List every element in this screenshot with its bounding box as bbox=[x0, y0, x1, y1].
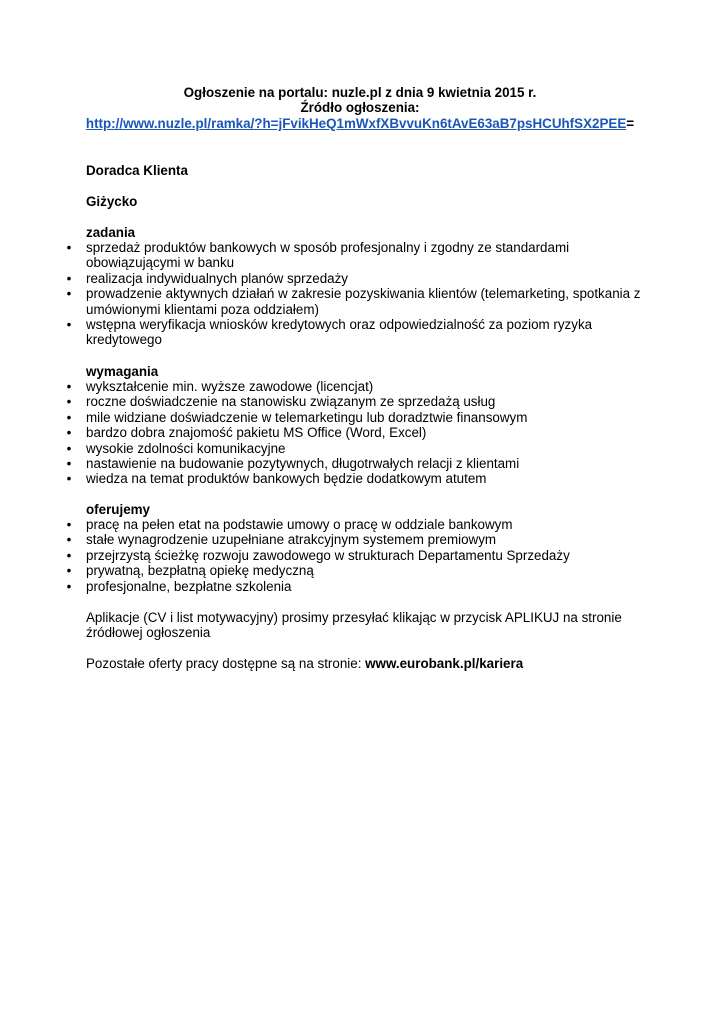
list-item: • profesjonalne, bezpłatne szkolenia bbox=[64, 579, 654, 594]
bullet-icon: • bbox=[66, 379, 72, 394]
list-item: • prywatną, bezpłatną opiekę medyczną bbox=[64, 563, 654, 578]
source-link-line bbox=[60, 116, 660, 131]
list-item: • wstępna weryfikacja wniosków kredytowych oraz odpowiedzialność za poziom ryzyka kredytowego bbox=[64, 317, 654, 348]
bullet-icon: • bbox=[66, 547, 72, 563]
section-title-wymagania: wymagania bbox=[86, 364, 159, 379]
bullet-icon: • bbox=[66, 440, 72, 456]
list-item: • mile widziane doświadczenie w telemarketingu lub doradztwie finansowym bbox=[64, 410, 654, 425]
document-header bbox=[60, 85, 660, 131]
list-item: • stałe wynagrodzenie uzupełniane atrakcyjnym systemem premiowym bbox=[64, 532, 654, 547]
bullet-icon: • bbox=[66, 394, 72, 410]
section-title-oferujemy: oferujemy bbox=[86, 502, 150, 517]
bullet-icon: • bbox=[66, 317, 72, 333]
other-offers-text: Pozostałe oferty pracy dostępne są na stronie: bbox=[86, 656, 366, 671]
list-item: • prowadzenie aktywnych działań w zakresie pozyskiwania klientów (telemarketing, spotkania z umówionymi klientami poza oddziałem) bbox=[64, 286, 654, 317]
bullet-icon: • bbox=[66, 456, 72, 472]
source-link[interactable]: http://www.nuzle.pl/ramka/?h=jFvikHeQ1mWxfXBvvuKn6tAvE63aB7psHCUhfSX2PEE bbox=[85, 115, 627, 131]
application-instructions: Aplikacje (CV i list motywacyjny) prosimy przesyłać klikając w przycisk APLIKUJ na stronie źródłowej ogłoszenia bbox=[86, 610, 622, 641]
career-site-link[interactable]: www.eurobank.pl/kariera bbox=[365, 656, 524, 671]
source-link-suffix: = bbox=[626, 115, 635, 131]
job-location: Giżycko bbox=[86, 194, 138, 209]
list-item: • roczne doświadczenie na stanowisku związanym ze sprzedażą usług bbox=[64, 394, 654, 409]
bullet-icon: • bbox=[66, 517, 72, 532]
job-title: Doradca Klienta bbox=[86, 163, 188, 178]
portal-announcement-line: Ogłoszenie na portalu: nuzle.pl z dnia 9 kwietnia 2015 r. bbox=[183, 85, 537, 100]
bullet-icon: • bbox=[66, 270, 72, 286]
bullet-icon: • bbox=[66, 532, 72, 548]
list-item: • wysokie zdolności komunikacyjne bbox=[64, 441, 654, 456]
list-item: • wykształcenie min. wyższe zawodowe (licencjat) bbox=[64, 379, 654, 394]
list-oferujemy bbox=[64, 517, 654, 594]
list-item: • nastawienie na budowanie pozytywnych, długotrwałych relacji z klientami bbox=[64, 456, 654, 471]
list-item: • pracę na pełen etat na podstawie umowy o pracę w oddziale bankowym bbox=[64, 517, 654, 532]
section-title-zadania: zadania bbox=[86, 225, 136, 240]
other-offers-line bbox=[86, 656, 646, 671]
bullet-icon: • bbox=[66, 409, 72, 425]
source-label: Źródło ogłoszenia: bbox=[300, 100, 420, 116]
bullet-icon: • bbox=[66, 578, 72, 594]
list-item: • bardzo dobra znajomość pakietu MS Office (Word, Excel) bbox=[64, 425, 654, 440]
bullet-icon: • bbox=[66, 563, 72, 579]
bullet-icon: • bbox=[66, 286, 72, 302]
list-zadania bbox=[64, 240, 654, 348]
list-item: • przejrzystą ścieżkę rozwoju zawodowego w strukturach Departamentu Sprzedaży bbox=[64, 548, 654, 563]
list-item: • wiedza na temat produktów bankowych będzie dodatkowym atutem bbox=[64, 471, 654, 486]
list-item: • sprzedaż produktów bankowych w sposób profesjonalny i zgodny ze standardami obowiązującymi w banku bbox=[64, 240, 654, 271]
bullet-icon: • bbox=[66, 425, 72, 441]
list-wymagania bbox=[64, 379, 654, 487]
bullet-icon: • bbox=[66, 471, 72, 487]
bullet-icon: • bbox=[66, 240, 72, 255]
list-item: • realizacja indywidualnych planów sprzedaży bbox=[64, 271, 654, 286]
